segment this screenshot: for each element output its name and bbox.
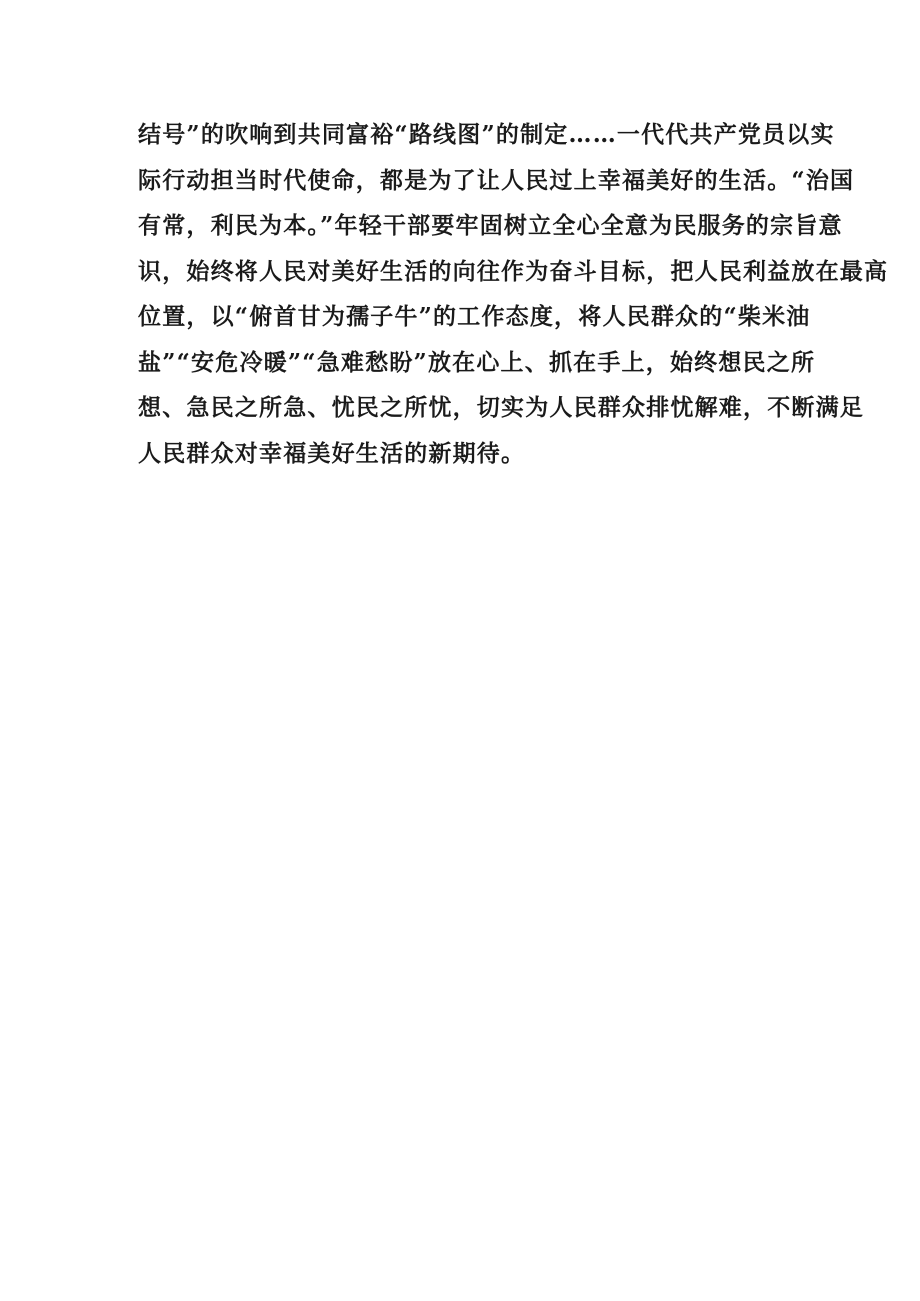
paragraph-line-8: 人民群众对幸福美好生活的新期待。	[138, 439, 526, 467]
paragraph-line-7: 想、急民之所急、忧民之所忧，切实为人民群众排忧解难，不断满足	[138, 394, 864, 421]
paragraph-line-2: 际行动担当时代使命，都是为了让人民过上幸福美好的生活。“治国	[138, 166, 855, 194]
paragraph-line-3: 有常，利民为本。”年轻干部要牢固树立全心全意为民服务的宗旨意	[138, 212, 843, 239]
paragraph-line-4: 识，始终将人民对美好生活的向往作为奋斗目标，把人民利益放在最高	[138, 257, 889, 285]
paragraph-line-5: 位置，以“俯首甘为孺子牛”的工作态度，将人民群众的“柴米油	[138, 303, 811, 330]
paragraph-line-1: 结号”的吹响到共同富裕“路线图”的制定……一代代共产党员以实	[138, 121, 835, 148]
paragraph-line-6: 盐”“安危冷暖”“急难愁盼”放在心上、抓在手上，始终想民之所	[138, 348, 816, 376]
body-paragraph	[138, 112, 889, 476]
